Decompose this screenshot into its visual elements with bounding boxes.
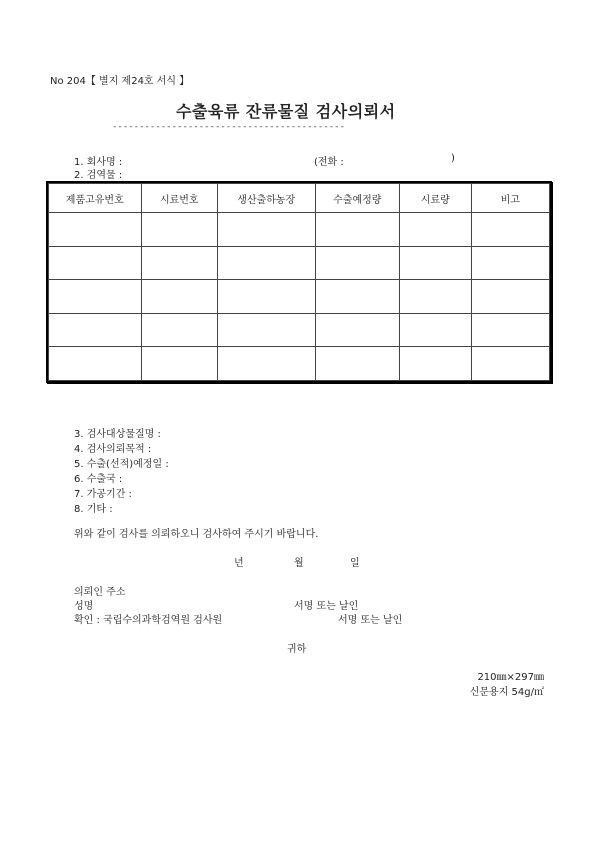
table-row [49,280,550,314]
confirm-line: 확인 : 국립수의과학검역원 검사원 [74,615,223,626]
col-sample-qty: 시료량 [400,184,471,213]
table-cell[interactable] [49,213,142,247]
signature-label: 서명 또는 날인 [294,601,359,612]
table-cell[interactable] [400,313,471,347]
name-label: 성명 [74,601,94,612]
col-farm: 생산출하농장 [218,184,316,213]
table-cell[interactable] [49,313,142,347]
table-cell[interactable] [315,246,400,280]
phone-label: (전화 : [314,157,344,168]
requester-address: 의뢰인 주소 [74,587,126,598]
table-cell[interactable] [141,313,217,347]
table-row [49,313,550,347]
table-cell[interactable] [141,246,217,280]
table-cell[interactable] [49,347,142,381]
table-row [49,347,550,381]
table-row [49,213,550,247]
col-product-id: 제품고유번호 [49,184,142,213]
shipping-date-field: 5. 수출(선적)예정일 : [74,459,169,470]
table-cell[interactable] [315,213,400,247]
table-cell[interactable] [471,280,550,314]
field-list [74,425,169,515]
addressee: 귀하 [287,644,307,655]
col-export-qty: 수출예정량 [315,184,400,213]
sample-table [46,181,552,383]
date-year: 년 [234,558,244,569]
paper-size: 210㎜×297㎜ [477,672,544,683]
table-cell[interactable] [218,313,316,347]
company-field: 1. 회사명 : [74,157,123,168]
phone-close: ) [451,153,455,164]
table-cell[interactable] [471,213,550,247]
table-cell[interactable] [218,280,316,314]
table-cell[interactable] [471,246,550,280]
export-country-field: 6. 수출국 : [74,474,123,485]
quarantine-item-field: 2. 검역물 : [74,170,123,181]
signature-label-2: 서명 또는 날인 [338,615,403,626]
table-cell[interactable] [315,313,400,347]
table-cell[interactable] [218,213,316,247]
table-row [49,246,550,280]
form-code: No 204【 별지 제24호 서식 】 [50,76,190,87]
table-cell[interactable] [315,280,400,314]
table-cell[interactable] [141,213,217,247]
table-cell[interactable] [400,347,471,381]
col-sample-no: 시료번호 [141,184,217,213]
date-day: 일 [350,558,360,569]
other-field: 8. 기타 : [74,504,113,515]
table-cell[interactable] [471,347,550,381]
page-title: 수출육류 잔류물질 검사의뢰서 [176,102,396,121]
table-cell[interactable] [400,280,471,314]
table-cell[interactable] [49,280,142,314]
table-cell[interactable] [400,213,471,247]
title-underline: ------------------------------------------- [112,122,345,132]
table-cell[interactable] [141,280,217,314]
purpose-field: 4. 검사의뢰목적 : [74,444,152,455]
table-cell[interactable] [400,246,471,280]
table-cell[interactable] [218,347,316,381]
request-sentence: 위와 같이 검사를 의뢰하오니 검사하여 주시기 바랍니다. [74,529,319,540]
table-header-row [49,184,550,213]
table-cell[interactable] [218,246,316,280]
substance-field: 3. 검사대상물질명 : [74,429,161,440]
table-cell[interactable] [315,347,400,381]
table-cell[interactable] [49,246,142,280]
processing-period-field: 7. 가공기간 : [74,489,132,500]
paper-type: 신문용지 54g/㎡ [469,687,544,698]
date-month: 월 [294,558,304,569]
col-remarks: 비고 [471,184,550,213]
table-cell[interactable] [141,347,217,381]
table-cell[interactable] [471,313,550,347]
